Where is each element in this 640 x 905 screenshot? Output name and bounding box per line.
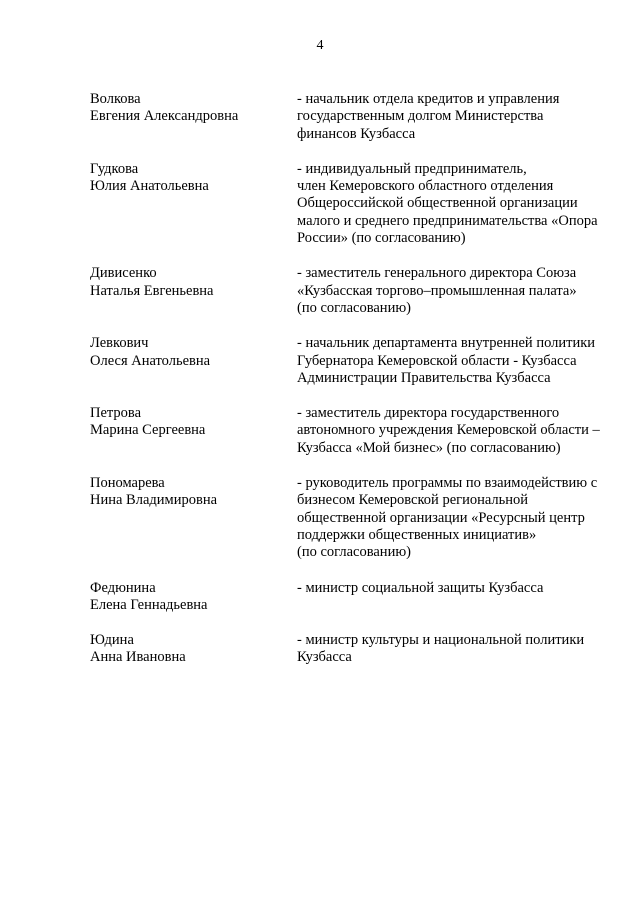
role-line: - индивидуальный предприниматель, xyxy=(297,160,527,177)
role-line: (по согласованию) xyxy=(297,299,411,316)
role-line: член Кемеровского областного отделения xyxy=(297,178,554,195)
role-line: Общероссийской общественной организации xyxy=(297,195,578,212)
member-name xyxy=(90,405,297,457)
role-line: - начальник отдела кредитов и управления xyxy=(297,91,560,107)
member-role xyxy=(297,161,627,247)
member-entry xyxy=(90,91,630,143)
member-role xyxy=(297,335,627,387)
member-name xyxy=(90,580,297,615)
member-name xyxy=(90,161,297,247)
member-role xyxy=(297,91,627,143)
member-name xyxy=(90,91,297,143)
member-name xyxy=(90,475,297,561)
member-entry xyxy=(90,265,630,317)
role-line: - министр социальной защиты Кузбасса xyxy=(297,579,544,596)
role-line: малого и среднего предпринимательства «Опора xyxy=(297,212,598,229)
member-entry xyxy=(90,161,630,247)
role-line: общественной организации «Ресурсный центр xyxy=(297,509,585,526)
member-surname: Федюнина xyxy=(90,579,156,596)
role-line: - руководитель программы по взаимодействию с xyxy=(297,475,598,492)
member-surname: Волкова xyxy=(90,91,141,107)
member-surname: Петрова xyxy=(90,405,142,422)
member-given-names: Анна Ивановна xyxy=(90,649,186,666)
member-given-names: Нина Владимировна xyxy=(90,492,218,509)
role-line: Кузбасса xyxy=(297,649,352,666)
role-line: (по согласованию) xyxy=(297,544,411,561)
member-given-names: Наталья Евгеньевна xyxy=(90,282,214,299)
member-name xyxy=(90,632,297,667)
role-line: Администрации Правительства Кузбасса xyxy=(297,369,551,386)
member-surname: Дивисенко xyxy=(90,265,157,282)
role-line: автономного учреждения Кемеровской области – xyxy=(297,422,600,439)
role-line: - заместитель генерального директора Союза xyxy=(297,265,577,282)
role-line: - заместитель директора государственного xyxy=(297,405,560,422)
member-role xyxy=(297,632,627,667)
member-surname: Пономарева xyxy=(90,475,165,492)
role-line: поддержки общественных инициатив» xyxy=(297,526,537,543)
member-entry xyxy=(90,632,630,667)
role-line: «Кузбасская торгово–промышленная палата» xyxy=(297,282,577,299)
member-surname: Левкович xyxy=(90,335,149,352)
role-line: России» (по согласованию) xyxy=(297,230,466,247)
member-name xyxy=(90,265,297,317)
role-line: - начальник департамента внутренней политики xyxy=(297,335,596,352)
role-line: - министр культуры и национальной политики xyxy=(297,632,585,649)
members-list xyxy=(90,91,630,685)
member-entry xyxy=(90,405,630,457)
member-given-names: Олеся Анатольевна xyxy=(90,352,211,369)
member-surname: Юдина xyxy=(90,632,134,649)
member-entry xyxy=(90,475,630,561)
role-line: государственным долгом Министерства xyxy=(297,108,544,125)
role-line: Кузбасса «Мой бизнес» (по согласованию) xyxy=(297,439,561,456)
member-role xyxy=(297,580,627,615)
member-surname: Гудкова xyxy=(90,160,139,177)
member-role xyxy=(297,475,627,561)
member-name xyxy=(90,335,297,387)
member-entry xyxy=(90,335,630,387)
role-line: финансов Кузбасса xyxy=(297,125,416,142)
member-given-names: Юлия Анатольевна xyxy=(90,178,209,195)
member-given-names: Марина Сергеевна xyxy=(90,422,206,439)
member-given-names: Елена Геннадьевна xyxy=(90,596,208,613)
role-line: бизнесом Кемеровской региональной xyxy=(297,492,529,509)
member-given-names: Евгения Александровна xyxy=(90,108,239,125)
role-line: Губернатора Кемеровской области - Кузбасса xyxy=(297,352,577,369)
member-role xyxy=(297,405,627,457)
member-entry xyxy=(90,580,630,615)
member-role xyxy=(297,265,627,317)
page-number: 4 xyxy=(316,38,324,53)
